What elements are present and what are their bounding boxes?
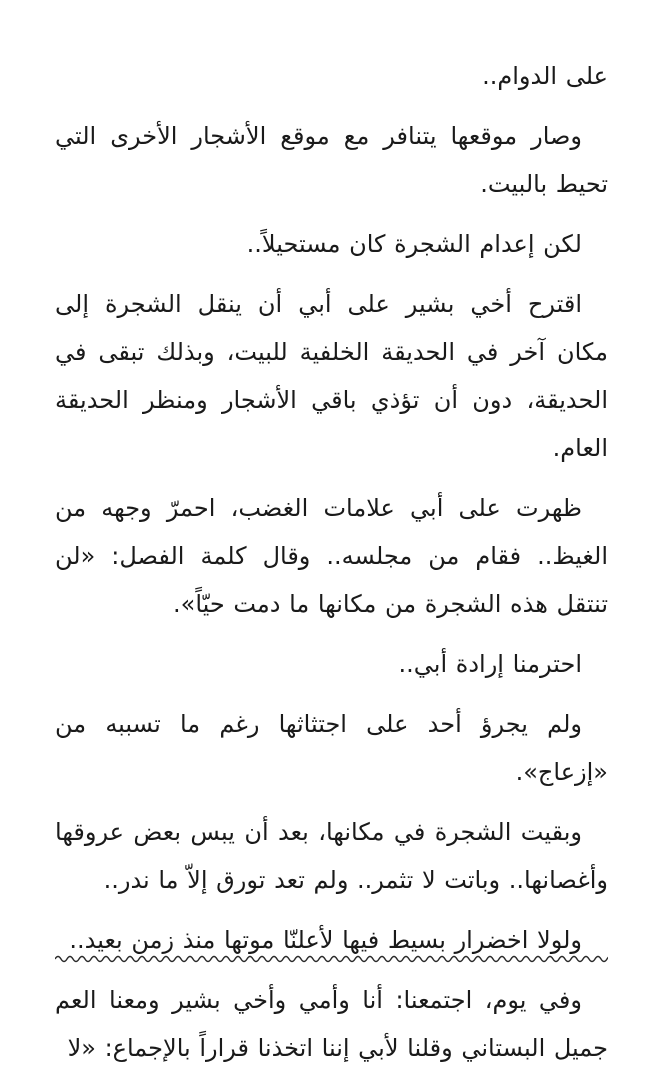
paragraph-4: اقترح أخي بشير على أبي أن ينقل الشجرة إلى مكان آخر في الحديقة الخلفية للبيت، وبذلك تبقى في الحديقة، دون أن تؤذي باقي الأشجار ومنظر الحديقة العام. (55, 290, 608, 462)
paragraph-7: ولم يجرؤ أحد على اجتثاثها رغم ما تسببه من «إزعاج». (55, 710, 608, 786)
paragraph-8: وبقيت الشجرة في مكانها، بعد أن يبس بعض عروقها وأغصانها.. وباتت لا تثمر.. ولم تعد تورق إلاّ ما ندر.. (55, 818, 608, 894)
paragraph-10: وفي يوم، اجتمعنا: أنا وأمي وأخي بشير ومعنا العم جميل البستاني وقلنا لأبي إننا اتخذنا قراراً بالإجماع: «لا (55, 986, 608, 1062)
body-text (55, 52, 608, 1084)
paragraph-5: ظهرت على أبي علامات الغضب، احمرّ وجهه من الغيظ.. فقام من مجلسه.. وقال كلمة الفصل: «لن تنتقل هذه الشجرة من مكانها ما دمت حيّاً». (55, 494, 608, 618)
paragraph-3: لكن إعدام الشجرة كان مستحيلاً.. (246, 230, 582, 258)
paragraph-6: احترمنا إرادة أبي.. (398, 650, 582, 678)
paragraph-1: على الدوام.. (482, 62, 608, 90)
paragraph-2: وصار موقعها يتنافر مع موقع الأشجار الأخرى التي تحيط بالبيت. (55, 122, 608, 198)
wavy-divider (55, 952, 608, 966)
paragraph-9: ولولا اخضرار بسيط فيها لأعلنّا موتها منذ زمن بعيد.. (69, 926, 582, 954)
